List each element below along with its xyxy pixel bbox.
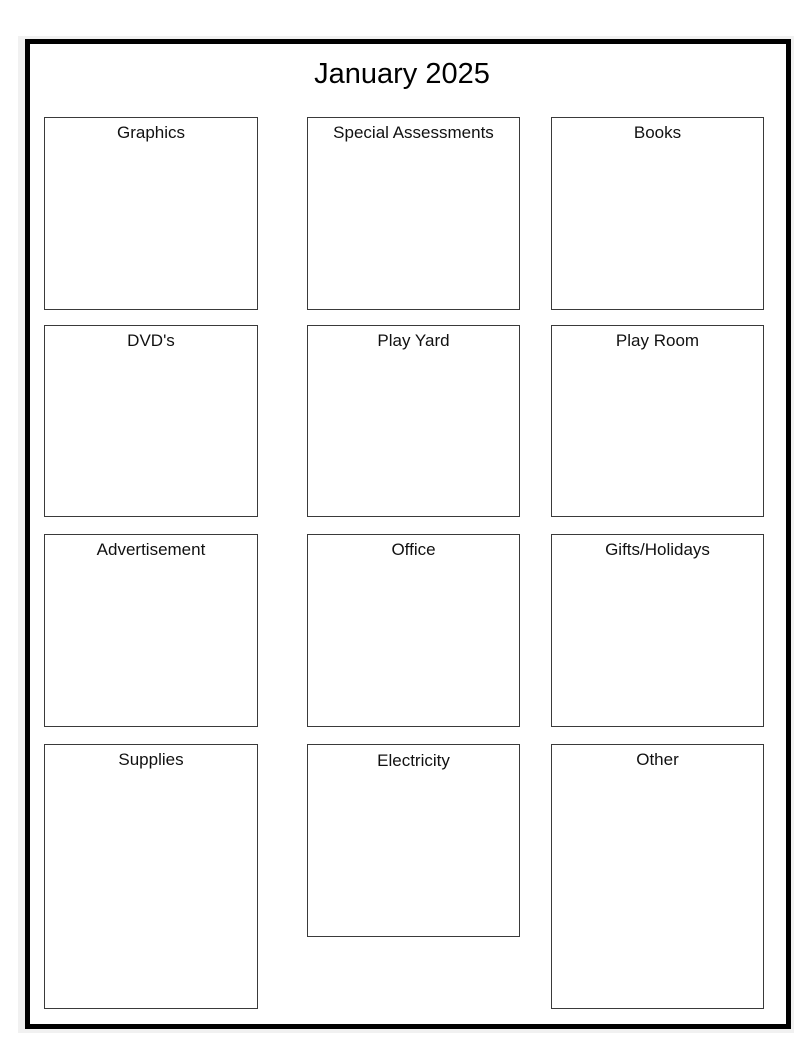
- category-box-supplies[interactable]: [44, 744, 258, 1009]
- category-label: Special Assessments: [333, 123, 494, 142]
- page-title: January 2025: [314, 58, 490, 90]
- category-box-books[interactable]: [551, 117, 764, 310]
- category-box-office[interactable]: [307, 534, 520, 727]
- category-label: Office: [391, 540, 436, 559]
- category-box-electricity[interactable]: [307, 744, 520, 937]
- category-box-gifts-holidays[interactable]: [551, 534, 764, 727]
- category-box-advertisement[interactable]: [44, 534, 258, 727]
- category-label: Other: [636, 750, 679, 769]
- category-box-graphics[interactable]: [44, 117, 258, 310]
- category-box-special-assessments[interactable]: [307, 117, 520, 310]
- category-label: DVD's: [127, 331, 175, 350]
- category-box-dvds[interactable]: [44, 325, 258, 517]
- category-label: Graphics: [116, 123, 186, 142]
- category-label: Books: [633, 123, 682, 142]
- category-box-other[interactable]: [551, 744, 764, 1009]
- category-label: Play Room: [615, 331, 700, 350]
- category-label: Play Yard: [377, 331, 450, 350]
- category-box-play-room[interactable]: [551, 325, 764, 517]
- category-label: Gifts/Holidays: [605, 540, 710, 559]
- category-label: Electricity: [377, 751, 450, 770]
- category-box-play-yard[interactable]: [307, 325, 520, 517]
- category-label: Supplies: [118, 750, 184, 769]
- category-label: Advertisement: [96, 540, 206, 559]
